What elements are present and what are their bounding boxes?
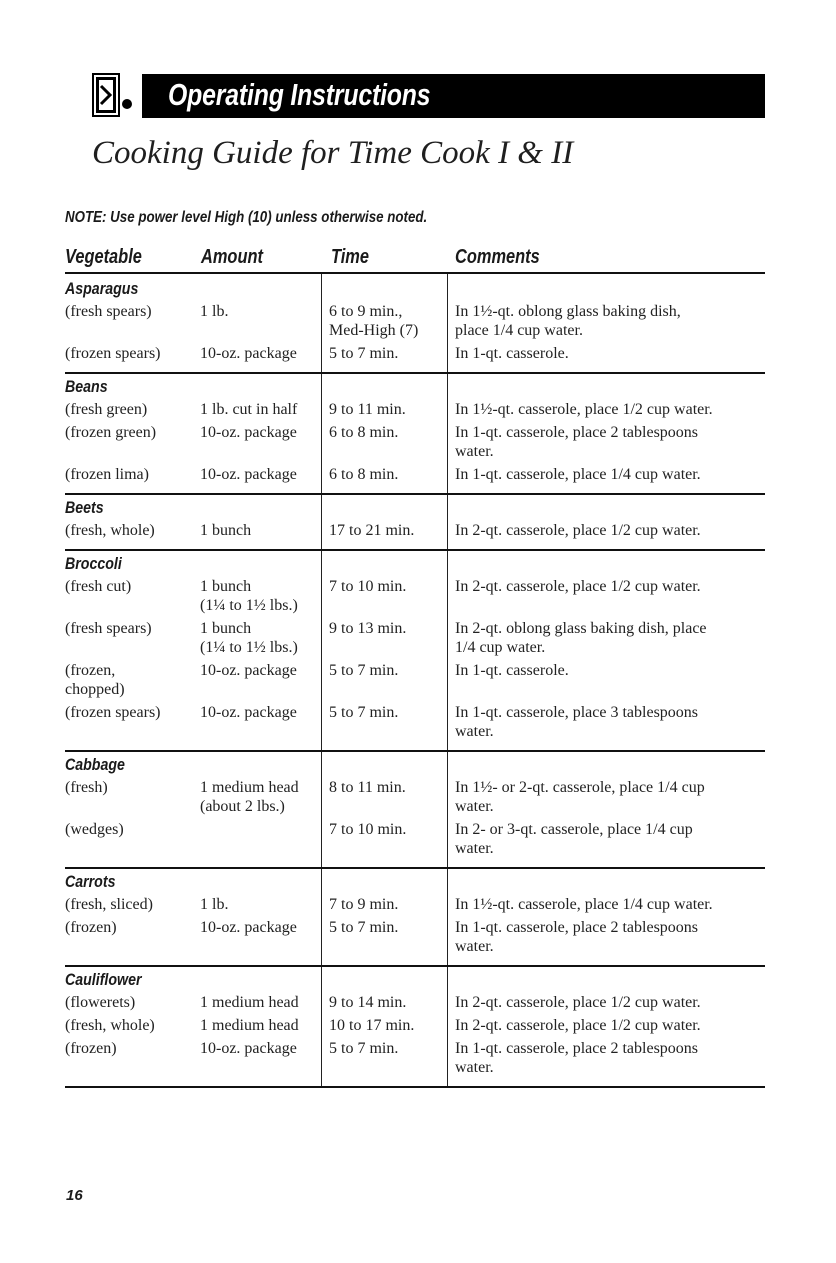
comments-cell: In 2-qt. casserole, place 1/2 cup water. <box>455 1017 701 1034</box>
amount-cell: 10-oz. package <box>200 1040 297 1057</box>
time-cell: 8 to 11 min. <box>329 779 406 796</box>
vegetable-group <box>65 378 765 493</box>
vegetable-group <box>65 756 765 867</box>
time-cell: 9 to 13 min. <box>329 620 407 637</box>
amount-cell: 10-oz. package <box>200 424 297 441</box>
amount-cell: 1 medium head <box>200 1017 299 1034</box>
comments-cell: water. <box>455 938 494 955</box>
amount-cell: 10-oz. package <box>200 704 297 721</box>
amount-cell: (about 2 lbs.) <box>200 798 285 815</box>
time-cell: 17 to 21 min. <box>329 522 415 539</box>
column-header-amount: Amount <box>201 246 263 268</box>
amount-cell: 10-oz. package <box>200 919 297 936</box>
microwave-operating-icon <box>92 73 136 117</box>
comments-cell: water. <box>455 1059 494 1076</box>
comments-cell: water. <box>455 723 494 740</box>
vegetable-cell: (fresh green) <box>65 401 148 418</box>
page-title: Cooking Guide for Time Cook I & II <box>92 135 574 171</box>
comments-cell: In 1-qt. casserole. <box>455 345 569 362</box>
comments-cell: place 1/4 cup water. <box>455 322 583 339</box>
vegetable-cell: (frozen lima) <box>65 466 149 483</box>
vegetable-category: Cauliflower <box>65 971 142 989</box>
time-cell: 7 to 10 min. <box>329 821 407 838</box>
time-cell: 6 to 8 min. <box>329 466 399 483</box>
time-cell: 5 to 7 min. <box>329 919 399 936</box>
comments-cell: In 2-qt. casserole, place 1/2 cup water. <box>455 578 701 595</box>
group-divider <box>65 493 765 495</box>
amount-cell: 1 medium head <box>200 994 299 1011</box>
comments-cell: In 1-qt. casserole, place 2 tablespoons <box>455 424 699 441</box>
time-cell: 6 to 8 min. <box>329 424 399 441</box>
vegetable-cell: (fresh spears) <box>65 303 152 320</box>
vegetable-cell: (fresh cut) <box>65 578 132 595</box>
time-cell: Med-High (7) <box>329 322 419 339</box>
header-divider <box>65 272 765 274</box>
time-cell: 10 to 17 min. <box>329 1017 415 1034</box>
vegetable-cell: (frozen) <box>65 919 117 936</box>
amount-cell: 10-oz. package <box>200 345 297 362</box>
vegetable-cell: (flowerets) <box>65 994 136 1011</box>
comments-cell: In 1-qt. casserole, place 2 tablespoons <box>455 919 699 936</box>
vegetable-cell: (frozen) <box>65 1040 117 1057</box>
comments-cell: water. <box>455 840 494 857</box>
vegetable-cell: chopped) <box>65 681 125 698</box>
vegetable-category: Asparagus <box>65 280 139 298</box>
group-divider <box>65 372 765 374</box>
group-divider <box>65 867 765 869</box>
amount-cell: 1 lb. cut in half <box>200 401 298 418</box>
amount-cell: 10-oz. package <box>200 466 297 483</box>
amount-cell: (1¼ to 1½ lbs.) <box>200 597 298 614</box>
vegetable-category: Cabbage <box>65 756 125 774</box>
comments-cell: In 2-qt. casserole, place 1/2 cup water. <box>455 994 701 1011</box>
vegetable-group <box>65 555 765 750</box>
vegetable-cell: (fresh, whole) <box>65 1017 155 1034</box>
amount-cell: 1 lb. <box>200 896 229 913</box>
power-level-note: NOTE: Use power level High (10) unless otherwise noted. <box>65 209 428 226</box>
comments-cell: In 1½-qt. oblong glass baking dish, <box>455 303 681 320</box>
vegetable-category: Beets <box>65 499 104 517</box>
time-cell: 9 to 14 min. <box>329 994 407 1011</box>
vegetable-group <box>65 971 765 1086</box>
page-number: 16 <box>66 1187 83 1204</box>
comments-cell: In 1½-qt. casserole, place 1/2 cup water. <box>455 401 713 418</box>
time-cell: 5 to 7 min. <box>329 662 399 679</box>
vegetable-cell: (fresh, sliced) <box>65 896 153 913</box>
amount-cell: (1¼ to 1½ lbs.) <box>200 639 298 656</box>
comments-cell: In 2-qt. casserole, place 1/2 cup water. <box>455 522 701 539</box>
comments-cell: In 1½- or 2-qt. casserole, place 1/4 cup <box>455 779 705 796</box>
time-cell: 5 to 7 min. <box>329 345 399 362</box>
group-divider <box>65 549 765 551</box>
vegetable-category: Beans <box>65 378 108 396</box>
group-divider <box>65 1086 765 1088</box>
time-cell: 5 to 7 min. <box>329 704 399 721</box>
amount-cell: 1 bunch <box>200 620 252 637</box>
time-cell: 9 to 11 min. <box>329 401 406 418</box>
comments-cell: In 1-qt. casserole, place 2 tablespoons <box>455 1040 699 1057</box>
time-cell: 6 to 9 min., <box>329 303 403 320</box>
time-cell: 7 to 9 min. <box>329 896 399 913</box>
vegetable-cell: (frozen, <box>65 662 116 679</box>
comments-cell: water. <box>455 798 494 815</box>
comments-cell: In 1-qt. casserole, place 3 tablespoons <box>455 704 699 721</box>
comments-cell: In 2-qt. oblong glass baking dish, place <box>455 620 707 637</box>
vegetable-group <box>65 280 765 372</box>
amount-cell: 10-oz. package <box>200 662 297 679</box>
comments-cell: In 1½-qt. casserole, place 1/4 cup water. <box>455 896 713 913</box>
vegetable-category: Broccoli <box>65 555 122 573</box>
vegetable-cell: (fresh, whole) <box>65 522 155 539</box>
vegetable-cell: (fresh) <box>65 779 108 796</box>
comments-cell: In 1-qt. casserole. <box>455 662 569 679</box>
group-divider <box>65 965 765 967</box>
banner-title: Operating Instructions <box>168 77 431 112</box>
vegetable-cell: (frozen green) <box>65 424 157 441</box>
comments-cell: In 1-qt. casserole, place 1/4 cup water. <box>455 466 701 483</box>
comments-cell: In 2- or 3-qt. casserole, place 1/4 cup <box>455 821 693 838</box>
section-banner <box>142 74 765 118</box>
amount-cell: 1 bunch <box>200 522 252 539</box>
amount-cell: 1 lb. <box>200 303 229 320</box>
group-divider <box>65 750 765 752</box>
amount-cell: 1 bunch <box>200 578 252 595</box>
vegetable-category: Carrots <box>65 873 116 891</box>
vegetable-group <box>65 873 765 965</box>
vegetable-cell: (frozen spears) <box>65 345 161 362</box>
comments-cell: water. <box>455 443 494 460</box>
time-cell: 7 to 10 min. <box>329 578 407 595</box>
column-header-vegetable: Vegetable <box>65 246 142 268</box>
column-header-time: Time <box>331 246 369 268</box>
vegetable-cell: (fresh spears) <box>65 620 152 637</box>
vegetable-cell: (wedges) <box>65 821 124 838</box>
amount-cell: 1 medium head <box>200 779 299 796</box>
vegetable-group <box>65 499 765 549</box>
time-cell: 5 to 7 min. <box>329 1040 399 1057</box>
column-header-comments: Comments <box>455 246 540 268</box>
vegetable-cell: (frozen spears) <box>65 704 161 721</box>
comments-cell: 1/4 cup water. <box>455 639 546 656</box>
